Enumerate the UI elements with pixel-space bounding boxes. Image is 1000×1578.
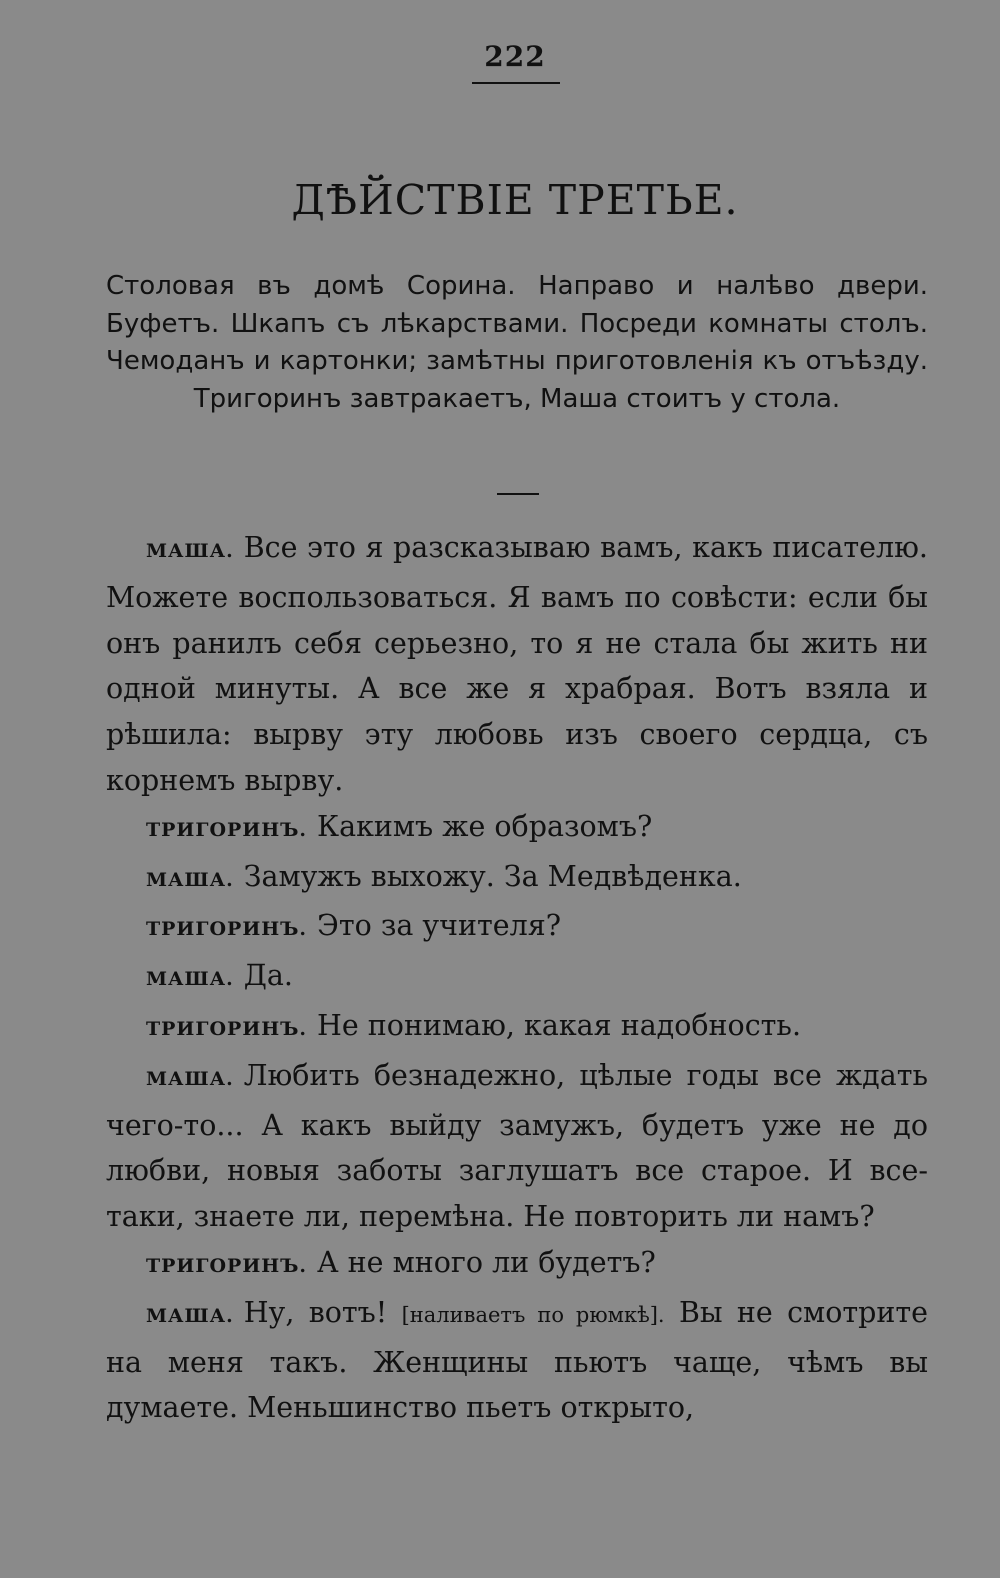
- speech-text: А не много ли будетъ?: [317, 1245, 656, 1279]
- speech-text: Какимъ же образомъ?: [317, 809, 653, 843]
- act-title: ДѢЙСТВІЕ ТРЕТЬЕ.: [291, 176, 739, 224]
- speech-text: Все это я разсказываю вамъ, какъ писателю. Можете воспользоваться. Я вамъ по совѣсти: если бы онъ ранилъ себя серьезно, то я не стала бы жить ни одной минуты. А все же я храбрая. Вотъ взяла и рѣшила: вырву эту любовь изъ своего сердца, съ корнемъ вырву.: [106, 531, 928, 797]
- page-number: 222: [484, 40, 546, 73]
- dialogue-line: [106, 1003, 928, 1053]
- speech-text: Да.: [243, 959, 293, 993]
- speaker-name: ТРИГОРИНЪ.: [146, 918, 308, 941]
- dialogue-line: [106, 854, 928, 904]
- dialogue-line: [106, 525, 928, 804]
- dialogue-line: [106, 1240, 928, 1290]
- speech-text: Любить безнадежно, цѣлые годы все ждать чего-то... А какъ выйду замужъ, будетъ уже не до любви, новыя заботы заглушатъ все старое. И все-таки, знаете ли, перемѣна. Не повторить ли намъ?: [106, 1058, 928, 1234]
- dialogue-line: [106, 903, 928, 953]
- speech-text: Ну, вотъ!: [243, 1295, 388, 1329]
- speaker-name: ТРИГОРИНЪ.: [146, 1017, 308, 1040]
- dialogue-line: [106, 1290, 928, 1431]
- speaker-name: МАША.: [146, 540, 234, 562]
- dialogue-line: [106, 1053, 928, 1240]
- speaker-name: МАША.: [146, 1067, 234, 1090]
- dialogue-block: [106, 525, 928, 1431]
- dialogue-line: [106, 804, 928, 854]
- speaker-name: ТРИГОРИНЪ.: [146, 1254, 308, 1277]
- speech-text: Это за учителя?: [317, 909, 562, 943]
- speaker-name: МАША.: [146, 868, 234, 891]
- dialogue-line: [106, 953, 928, 1003]
- section-divider: [497, 493, 539, 495]
- speaker-name: МАША.: [146, 1304, 234, 1327]
- speech-text: Замужъ выхожу. За Медвѣденка.: [243, 859, 742, 893]
- stage-direction: Столовая въ домѣ Сорина. Направо и налѣво двери. Буфетъ. Шкапъ съ лѣкарствами. Посреди комнаты столъ. Чемоданъ и картонки; замѣтны приготовленія къ отъѣзду. Тригоринъ завтракаетъ, Маша стоитъ у стола.: [106, 271, 928, 414]
- speaker-name: МАША.: [146, 968, 234, 991]
- speaker-name: ТРИГОРИНЪ.: [146, 818, 308, 841]
- inline-stage-direction: [наливаетъ по рюмкѣ].: [401, 1302, 665, 1327]
- speech-text: Не понимаю, какая надобность.: [317, 1008, 802, 1042]
- speech-text-continued: Вы не смотрите на меня такъ. Женщины пьютъ чаще, чѣмъ вы думаете. Меньшинство пьетъ открыто,: [106, 1295, 929, 1425]
- page-number-rule: [472, 82, 560, 84]
